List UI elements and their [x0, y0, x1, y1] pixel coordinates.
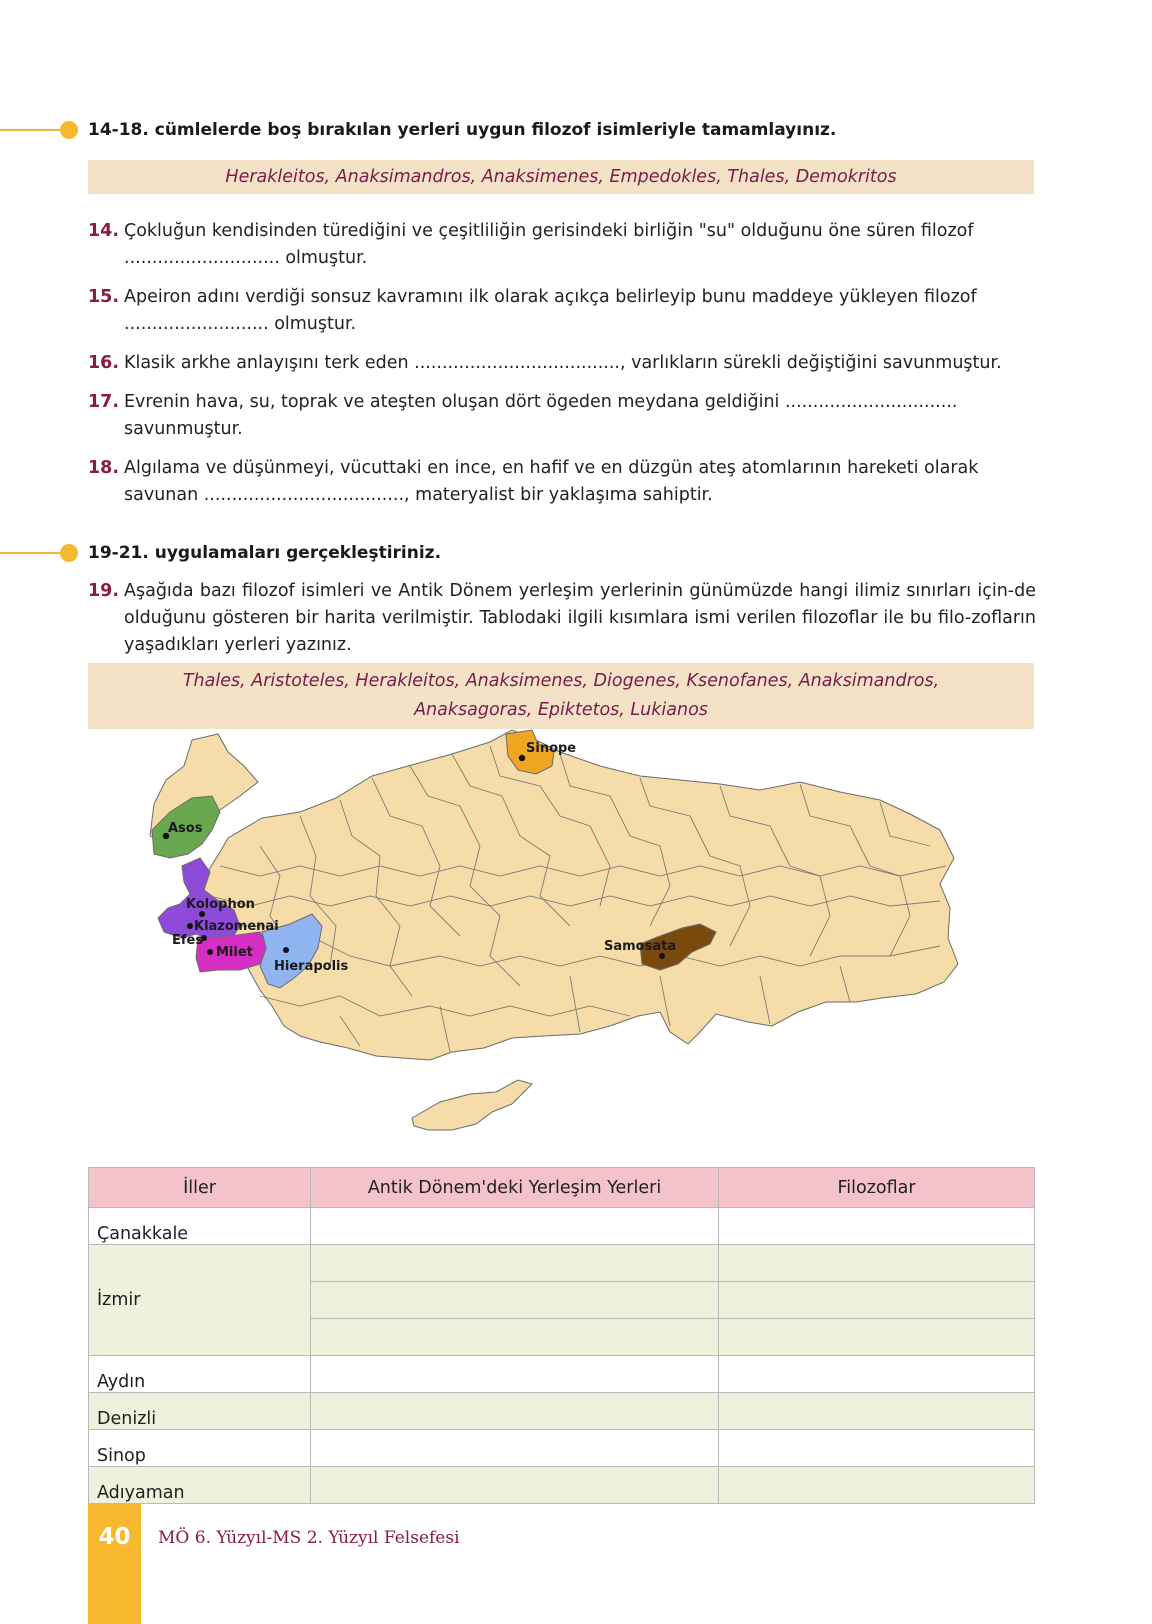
klazomenai-label: Klazomenai: [194, 919, 279, 934]
question-19: [88, 578, 1036, 659]
cyprus-island: [412, 1080, 532, 1130]
settlement-input-cell[interactable]: [311, 1245, 719, 1282]
province-cell: Adıyaman: [89, 1467, 311, 1504]
philosopher-input-cell[interactable]: [719, 1282, 1035, 1319]
table-header-row: [89, 1168, 1035, 1208]
province-cell: Çanakkale: [89, 1208, 311, 1245]
question-number: 16.: [88, 353, 120, 373]
philosopher-input-cell[interactable]: [719, 1245, 1035, 1282]
milet-dot: [207, 949, 213, 955]
settlement-input-cell[interactable]: [311, 1356, 719, 1393]
table-row: [89, 1245, 1035, 1282]
settlement-input-cell[interactable]: [311, 1208, 719, 1245]
province-cell: Sinop: [89, 1430, 311, 1467]
bullet-icon: [60, 121, 78, 139]
kolophon-label: Kolophon: [186, 897, 255, 912]
question-text: Apeiron adını verdiği sonsuz kavramını ilk olarak açıkça belirleyip bunu maddeye yükleyen filozof .......................... olmuştur.: [124, 287, 977, 334]
section-header-line: [0, 129, 64, 131]
milet-label: Milet: [216, 945, 253, 960]
sinope-label: Sinope: [526, 741, 577, 756]
efes-label: Efes: [172, 933, 204, 948]
province-cell: Denizli: [89, 1393, 311, 1430]
question-text: Aşağıda bazı filozof isimleri ve Antik Dönem yerleşim yerlerinin günümüzde hangi ilimiz sınırları için-de olduğunu gösteren bir harita verilmiştir. Tablodaki ilgili kısımlara ismi verilen filozoflar ile bu filo-zofların yaşadıkları yerleri yazınız.: [124, 581, 1036, 655]
question-text: Çokluğun kendisinden türediğini ve çeşitliliğin gerisindeki birliğin "su" olduğunu öne süren filozof ............................ olmuştur.: [124, 221, 974, 268]
header-philosophers: Filozoflar: [719, 1168, 1035, 1208]
table-row: [89, 1356, 1035, 1393]
question-17: [88, 389, 1036, 443]
question-16: [88, 350, 1036, 377]
names-line-2: Anaksagoras, Epiktetos, Lukianos: [414, 700, 708, 720]
header-provinces: İller: [89, 1168, 311, 1208]
settlement-input-cell[interactable]: [311, 1430, 719, 1467]
turkey-map: [140, 726, 1000, 1166]
section-header: 19-21. uygulamaları gerçekleştiriniz.: [88, 543, 442, 563]
question-number: 18.: [88, 458, 120, 478]
section-header: 14-18. cümlelerde boş bırakılan yerleri uygun filozof isimleriyle tamamlayınız.: [88, 120, 837, 140]
sinope-dot: [519, 755, 525, 761]
settlement-input-cell[interactable]: [311, 1282, 719, 1319]
bullet-icon: [60, 544, 78, 562]
section-header-line: [0, 552, 64, 554]
table-row: [89, 1208, 1035, 1245]
footer-title: MÖ 6. Yüzyıl-MS 2. Yüzyıl Felsefesi: [158, 1528, 460, 1548]
table-row: [89, 1393, 1035, 1430]
province-cell: İzmir: [89, 1245, 311, 1356]
question-15: [88, 284, 1036, 338]
question-18: [88, 455, 1036, 509]
klazomenai-dot: [187, 923, 193, 929]
philosopher-input-cell[interactable]: [719, 1467, 1035, 1504]
question-text: Evrenin hava, su, toprak ve ateşten oluşan dört ögeden meydana geldiğini ............................... savunmuştur.: [124, 392, 958, 439]
settlement-input-cell[interactable]: [311, 1393, 719, 1430]
philosopher-input-cell[interactable]: [719, 1356, 1035, 1393]
names-line-1: Thales, Aristoteles, Herakleitos, Anaksimenes, Diogenes, Ksenofanes, Anaksimandros,: [182, 671, 940, 691]
question-number: 14.: [88, 221, 120, 241]
header-settlements: Antik Dönem'deki Yerleşim Yerleri: [311, 1168, 719, 1208]
table-row: [89, 1467, 1035, 1504]
philosopher-input-cell[interactable]: [719, 1393, 1035, 1430]
philosopher-input-cell[interactable]: [719, 1430, 1035, 1467]
settlement-input-cell[interactable]: [311, 1467, 719, 1504]
philosopher-input-cell[interactable]: [719, 1208, 1035, 1245]
answer-table: [88, 1167, 1035, 1504]
philosopher-names-box: [88, 663, 1034, 729]
anatolia-region: [202, 730, 958, 1060]
question-text: Algılama ve düşünmeyi, vücuttaki en ince, en hafif ve en düzgün ateş atomlarının hareketi olarak savunan ...................................., materyalist bir yaklaşıma sahiptir.: [124, 458, 979, 505]
table-row: [89, 1430, 1035, 1467]
hierapolis-dot: [283, 947, 289, 953]
question-number: 17.: [88, 392, 120, 412]
question-number: 19.: [88, 581, 120, 601]
question-text: Klasik arkhe anlayışını terk eden ....................................., varlıkların sürekli değiştiğini savunmuştur.: [124, 353, 1002, 373]
question-number: 15.: [88, 287, 120, 307]
samosata-label: Samosata: [604, 939, 677, 954]
philosopher-names-box: Herakleitos, Anaksimandros, Anaksimenes, Empedokles, Thales, Demokritos: [88, 160, 1034, 194]
settlement-input-cell[interactable]: [311, 1319, 719, 1356]
philosopher-input-cell[interactable]: [719, 1319, 1035, 1356]
asos-label: Asos: [168, 821, 203, 836]
question-14: [88, 218, 1036, 272]
province-cell: Aydın: [89, 1356, 311, 1393]
page-number-tab: [88, 1504, 141, 1624]
hierapolis-label: Hierapolis: [274, 959, 349, 974]
page-number: 40: [98, 1524, 131, 1550]
